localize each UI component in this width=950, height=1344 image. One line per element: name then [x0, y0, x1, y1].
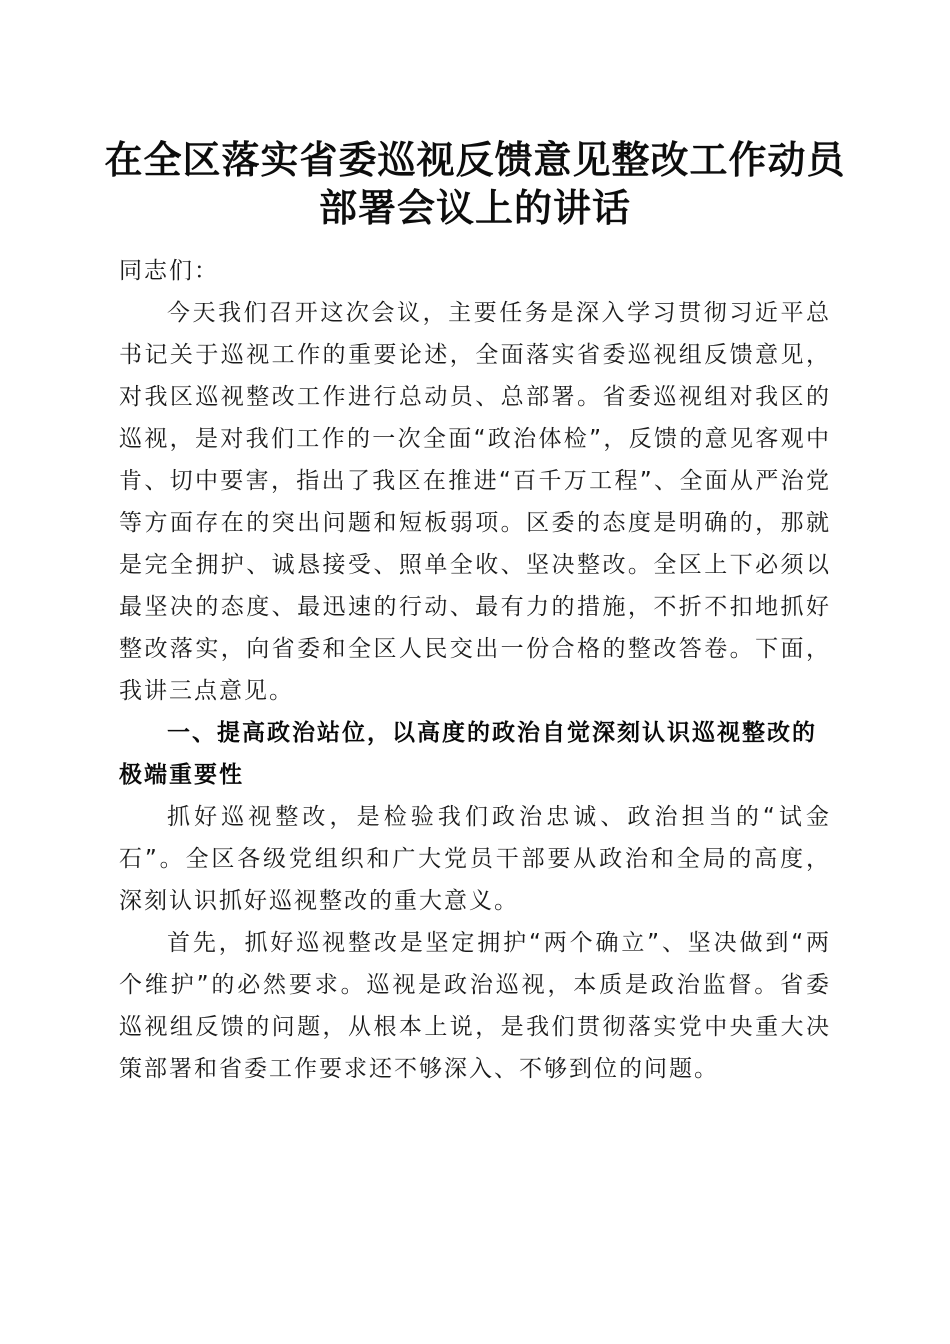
document-body — [119, 250, 831, 1090]
section-paragraph: 抓好巡视整改，是检验我们政治忠诚、政治担当的“试金石”。全区各级党组织和广大党员干部要从政治和全局的高度，深刻认识抓好巡视整改的重大意义。 — [119, 804, 831, 914]
opening-paragraph: 今天我们召开这次会议，主要任务是深入学习贯彻习近平总书记关于巡视工作的重要论述，全面落实省委巡视组反馈意见，对我区巡视整改工作进行总动员、总部署。省委巡视组对我区的巡视，是对我们工作的一次全面“政治体检”，反馈的意见客观中肯、切中要害，指出了我区在推进“百千万工程”、全面从严治党等方面存在的突出问题和短板弱项。区委的态度是明确的，那就是完全拥护、诚恳接受、照单全收、坚决整改。全区上下必须以最坚决的态度、最迅速的行动、最有力的措施，不折不扣地抓好整改落实，向省委和全区人民交出一份合格的整改答卷。下面，我讲三点意见。 — [119, 300, 831, 704]
section-heading: 一、提高政治站位，以高度的政治自觉深刻认识巡视整改的极端重要性 — [119, 720, 817, 788]
salutation: 同志们： — [119, 258, 219, 284]
section-paragraph: 首先，抓好巡视整改是坚定拥护“两个确立”、坚决做到“两个维护”的必然要求。巡视是政治巡视，本质是政治监督。省委巡视组反馈的问题，从根本上说，是我们贯彻落实党中央重大决策部署和省委工作要求还不够深入、不够到位的问题。 — [119, 930, 831, 1082]
document-title: 在全区落实省委巡视反馈意见整改工作动员部署会议上的讲话 — [104, 137, 846, 230]
